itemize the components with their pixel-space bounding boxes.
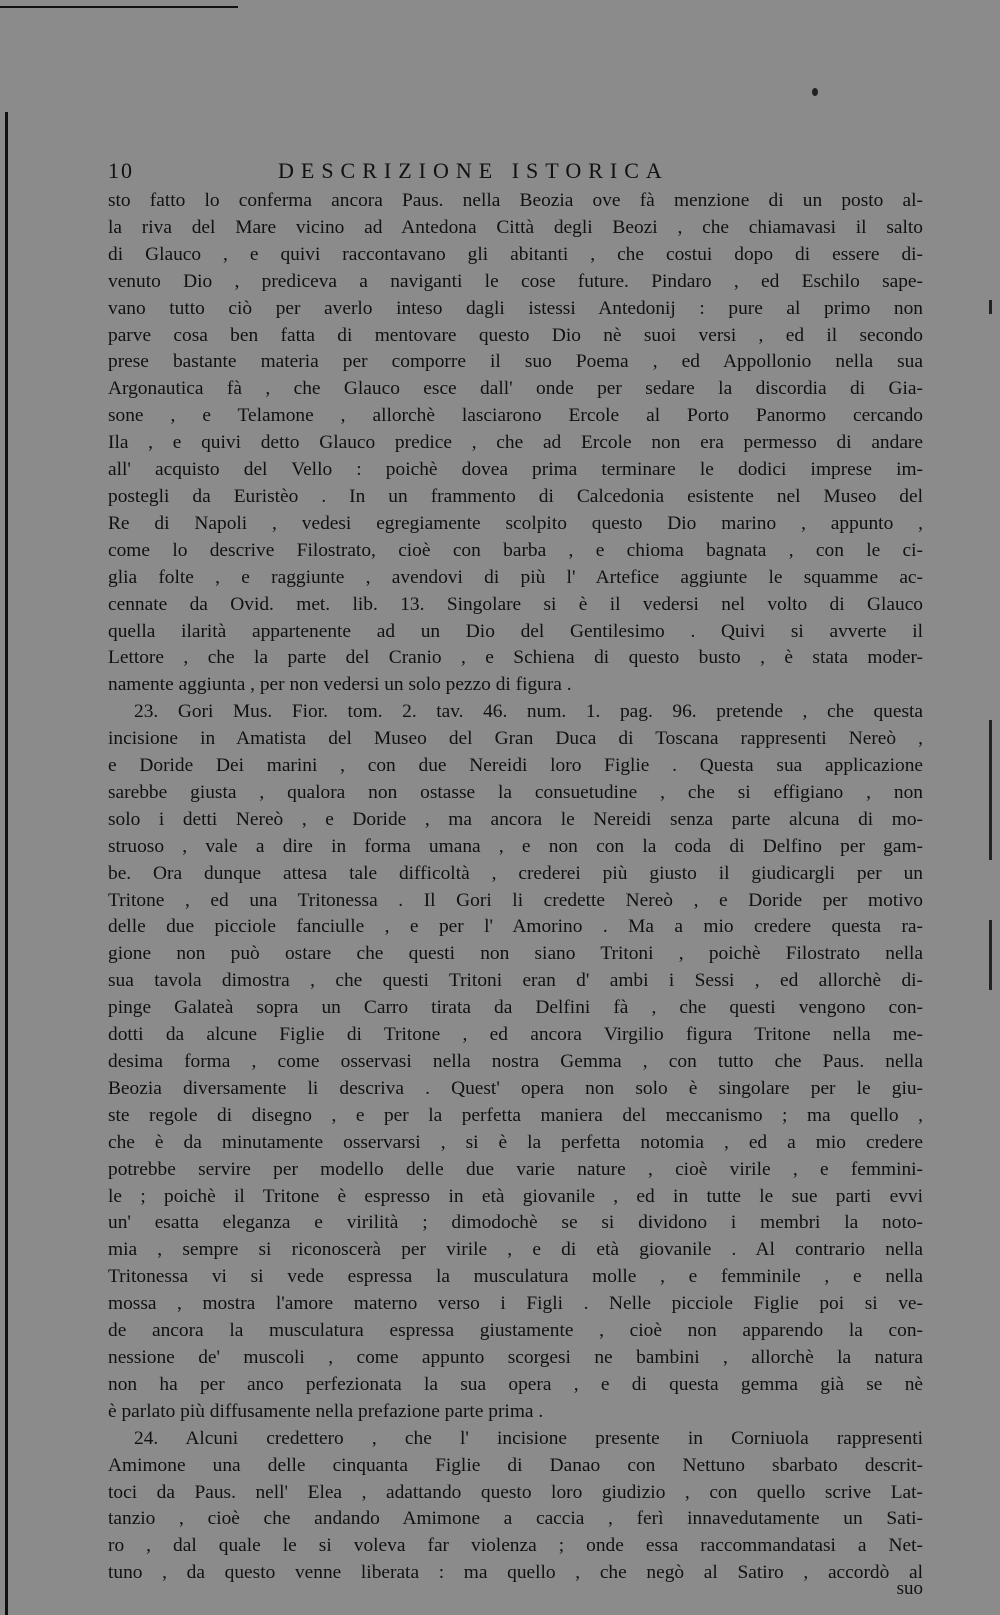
text-line: pinge Galateà sopra un Carro tirata da Delfini fà , che questi vengono con-: [108, 997, 923, 1019]
text-line: solo i detti Nereò , e Doride , ma ancora le Nereidi senza parte alcuna di mo-: [108, 808, 923, 830]
text-line: dotti da alcune Figlie di Tritone , ed ancora Virgilio figura Tritone nella me-: [108, 1024, 923, 1046]
margin-mark: [989, 920, 992, 990]
text-line: Lettore , che la parte del Cranio , e Schiena di questo busto , è stata moder-: [108, 647, 923, 669]
text-line: ro , dal quale le si voleva far violenza ; onde essa raccommandatasi a Net-: [108, 1535, 923, 1557]
text-line: be. Ora dunque attesa tale difficoltà , crederei più giusto il giudicargli per un: [108, 862, 923, 884]
text-line: incisione in Amatista del Museo del Gran Duca di Toscana rappresenti Nereò ,: [108, 728, 923, 750]
text-line: sto fatto lo conferma ancora Paus. nella Beozia ove fà menzione di un posto al-: [108, 190, 923, 211]
ink-speck: [812, 88, 818, 96]
text-line: le ; poichè il Tritone è espresso in età giovanile , ed in tutte le sue parti evvi: [108, 1185, 923, 1207]
text-line: tuno , da questo venne liberata : ma quello , che negò al Satiro , accordò al: [108, 1562, 923, 1584]
catchword: suo: [896, 1578, 923, 1599]
text-line: all' acquisto del Vello : poichè dovea prima terminare le dodici imprese im-: [108, 459, 923, 481]
text-line: nessione de' muscoli , come appunto scorgesi ne bambini , allorchè la natura: [108, 1346, 923, 1368]
text-line: tanzio , cioè che andando Amimone a caccia , ferì innavedutamente un Sati-: [108, 1508, 923, 1530]
text-line: mia , sempre si riconoscerà per virile , e di età giovanile . Al contrario nella: [108, 1239, 923, 1261]
text-line: de ancora la musculatura espressa giustamente , cioè non apparendo la con-: [108, 1320, 923, 1342]
text-line: gione non può ostare che questi non siano Tritoni , poichè Filostrato nella: [108, 943, 923, 965]
text-line: la riva del Mare vicino ad Antedona Città degli Beozi , che chiamavasi il salto: [108, 216, 923, 238]
text-line: 23. Gori Mus. Fior. tom. 2. tav. 46. num. 1. pag. 96. pretende , che questa: [134, 701, 923, 723]
text-line: e Doride Dei marini , con due Nereidi loro Figlie . Questa sua applicazione: [108, 755, 923, 777]
text-line: desima forma , come osservasi nella nostra Gemma , con tutto che Paus. nella: [108, 1051, 923, 1072]
text-line: non ha per anco perfezionata la sua opera , e di questa gemma già se nè: [108, 1373, 923, 1395]
text-line: cennate da Ovid. met. lib. 13. Singolare si è il vedersi nel volto di Glauco: [108, 593, 923, 615]
text-line: di Glauco , e quivi raccontavano gli abitanti , che costui dopo di essere di-: [108, 243, 923, 265]
text-line: che è da minutamente osservarsi , si è la perfetta notomia , ed a mio credere: [108, 1131, 923, 1153]
text-line: venuto Dio , prediceva a naviganti le cose future. Pindaro , ed Eschilo sape-: [108, 270, 923, 292]
text-line: Re di Napoli , vedesi egregiamente scolpito questo Dio marino , appunto ,: [108, 512, 923, 534]
text-line: Ila , e quivi detto Glauco predice , che ad Ercole non era permesso di andare: [108, 432, 923, 454]
top-rule: [0, 6, 238, 8]
text-line: glia folte , e raggiunte , avendovi di più l' Artefice aggiunte le squamme ac-: [108, 566, 923, 588]
text-line: namente aggiunta , per non vedersi un solo pezzo di figura .: [108, 674, 572, 696]
text-line: sone , e Telamone , allorchè lasciarono Ercole al Porto Panormo cercando: [108, 405, 923, 427]
left-margin-rule: [5, 112, 8, 1615]
text-line: Amimone una delle cinquanta Figlie di Danao con Nettuno sbarbato descrit-: [108, 1454, 923, 1476]
text-line: mossa , mostra l'amore materno verso i Figli . Nelle picciole Figlie poi si ve-: [108, 1293, 923, 1315]
text-line: è parlato più diffusamente nella prefazione parte prima .: [108, 1400, 544, 1422]
text-line: postegli da Euristèo . In un frammento di Calcedonia esistente nel Museo del: [108, 485, 923, 507]
text-line: prese bastante materia per comporre il suo Poema , ed Appollonio nella sua: [108, 351, 923, 373]
text-line: Argonautica fà , che Glauco esce dall' onde per sedare la discordia di Gia-: [108, 378, 923, 400]
text-line: quella ilarità appartenente ad un Dio del Gentilesimo . Quivi si avverte il: [108, 620, 923, 642]
text-line: Tritone , ed una Tritonessa . Il Gori li credette Nereò , e Doride per motivo: [108, 889, 923, 911]
text-line: potrebbe servire per modello delle due varie nature , cioè virile , e femmini-: [108, 1158, 923, 1180]
page: [108, 158, 923, 1587]
text-line: un' esatta eleganza e virilità ; dimodochè se si dividono i membri la noto-: [108, 1212, 923, 1234]
text-line: Beozia diversamente li descriva . Quest' opera non solo è singolare per le giu-: [108, 1077, 923, 1099]
running-head: DESCRIZIONE ISTORICA: [278, 158, 669, 183]
text-line: vano tutto ciò per averlo inteso dagli istessi Antedonij : pure al primo non: [108, 297, 923, 319]
page-number: 10: [108, 158, 134, 183]
body-text: [108, 188, 923, 1587]
text-line: 24. Alcuni credettero , che l' incisione presente in Corniuola rappresenti: [134, 1427, 923, 1449]
text-line: struoso , vale a dire in forma umana , e non con la coda di Delfino per gam-: [108, 835, 923, 857]
text-line: toci da Paus. nell' Elea , adattando questo loro giudizio , con quello scrive Lat-: [108, 1481, 923, 1503]
margin-mark: [989, 300, 992, 314]
text-line: Tritonessa vi si vede espressa la musculatura molle , e femminile , e nella: [108, 1266, 923, 1288]
margin-mark: [989, 720, 992, 860]
page-header: [108, 158, 923, 188]
text-line: sarebbe giusta , qualora non ostasse la consuetudine , che si effigiano , non: [108, 781, 923, 803]
text-line: sua tavola dimostra , che questi Tritoni eran d' ambi i Sessi , ed allorchè di-: [108, 970, 923, 992]
text-line: ste regole di disegno , e per la perfetta maniera del meccanismo ; ma quello ,: [108, 1104, 923, 1126]
text-line: delle due picciole fanciulle , e per l' Amorino . Ma a mio credere questa ra-: [108, 916, 923, 938]
text-line: come lo descrive Filostrato, cioè con barba , e chioma bagnata , con le ci-: [108, 539, 923, 561]
text-line: parve cosa ben fatta di mentovare questo Dio nè suoi versi , ed il secondo: [108, 324, 923, 346]
